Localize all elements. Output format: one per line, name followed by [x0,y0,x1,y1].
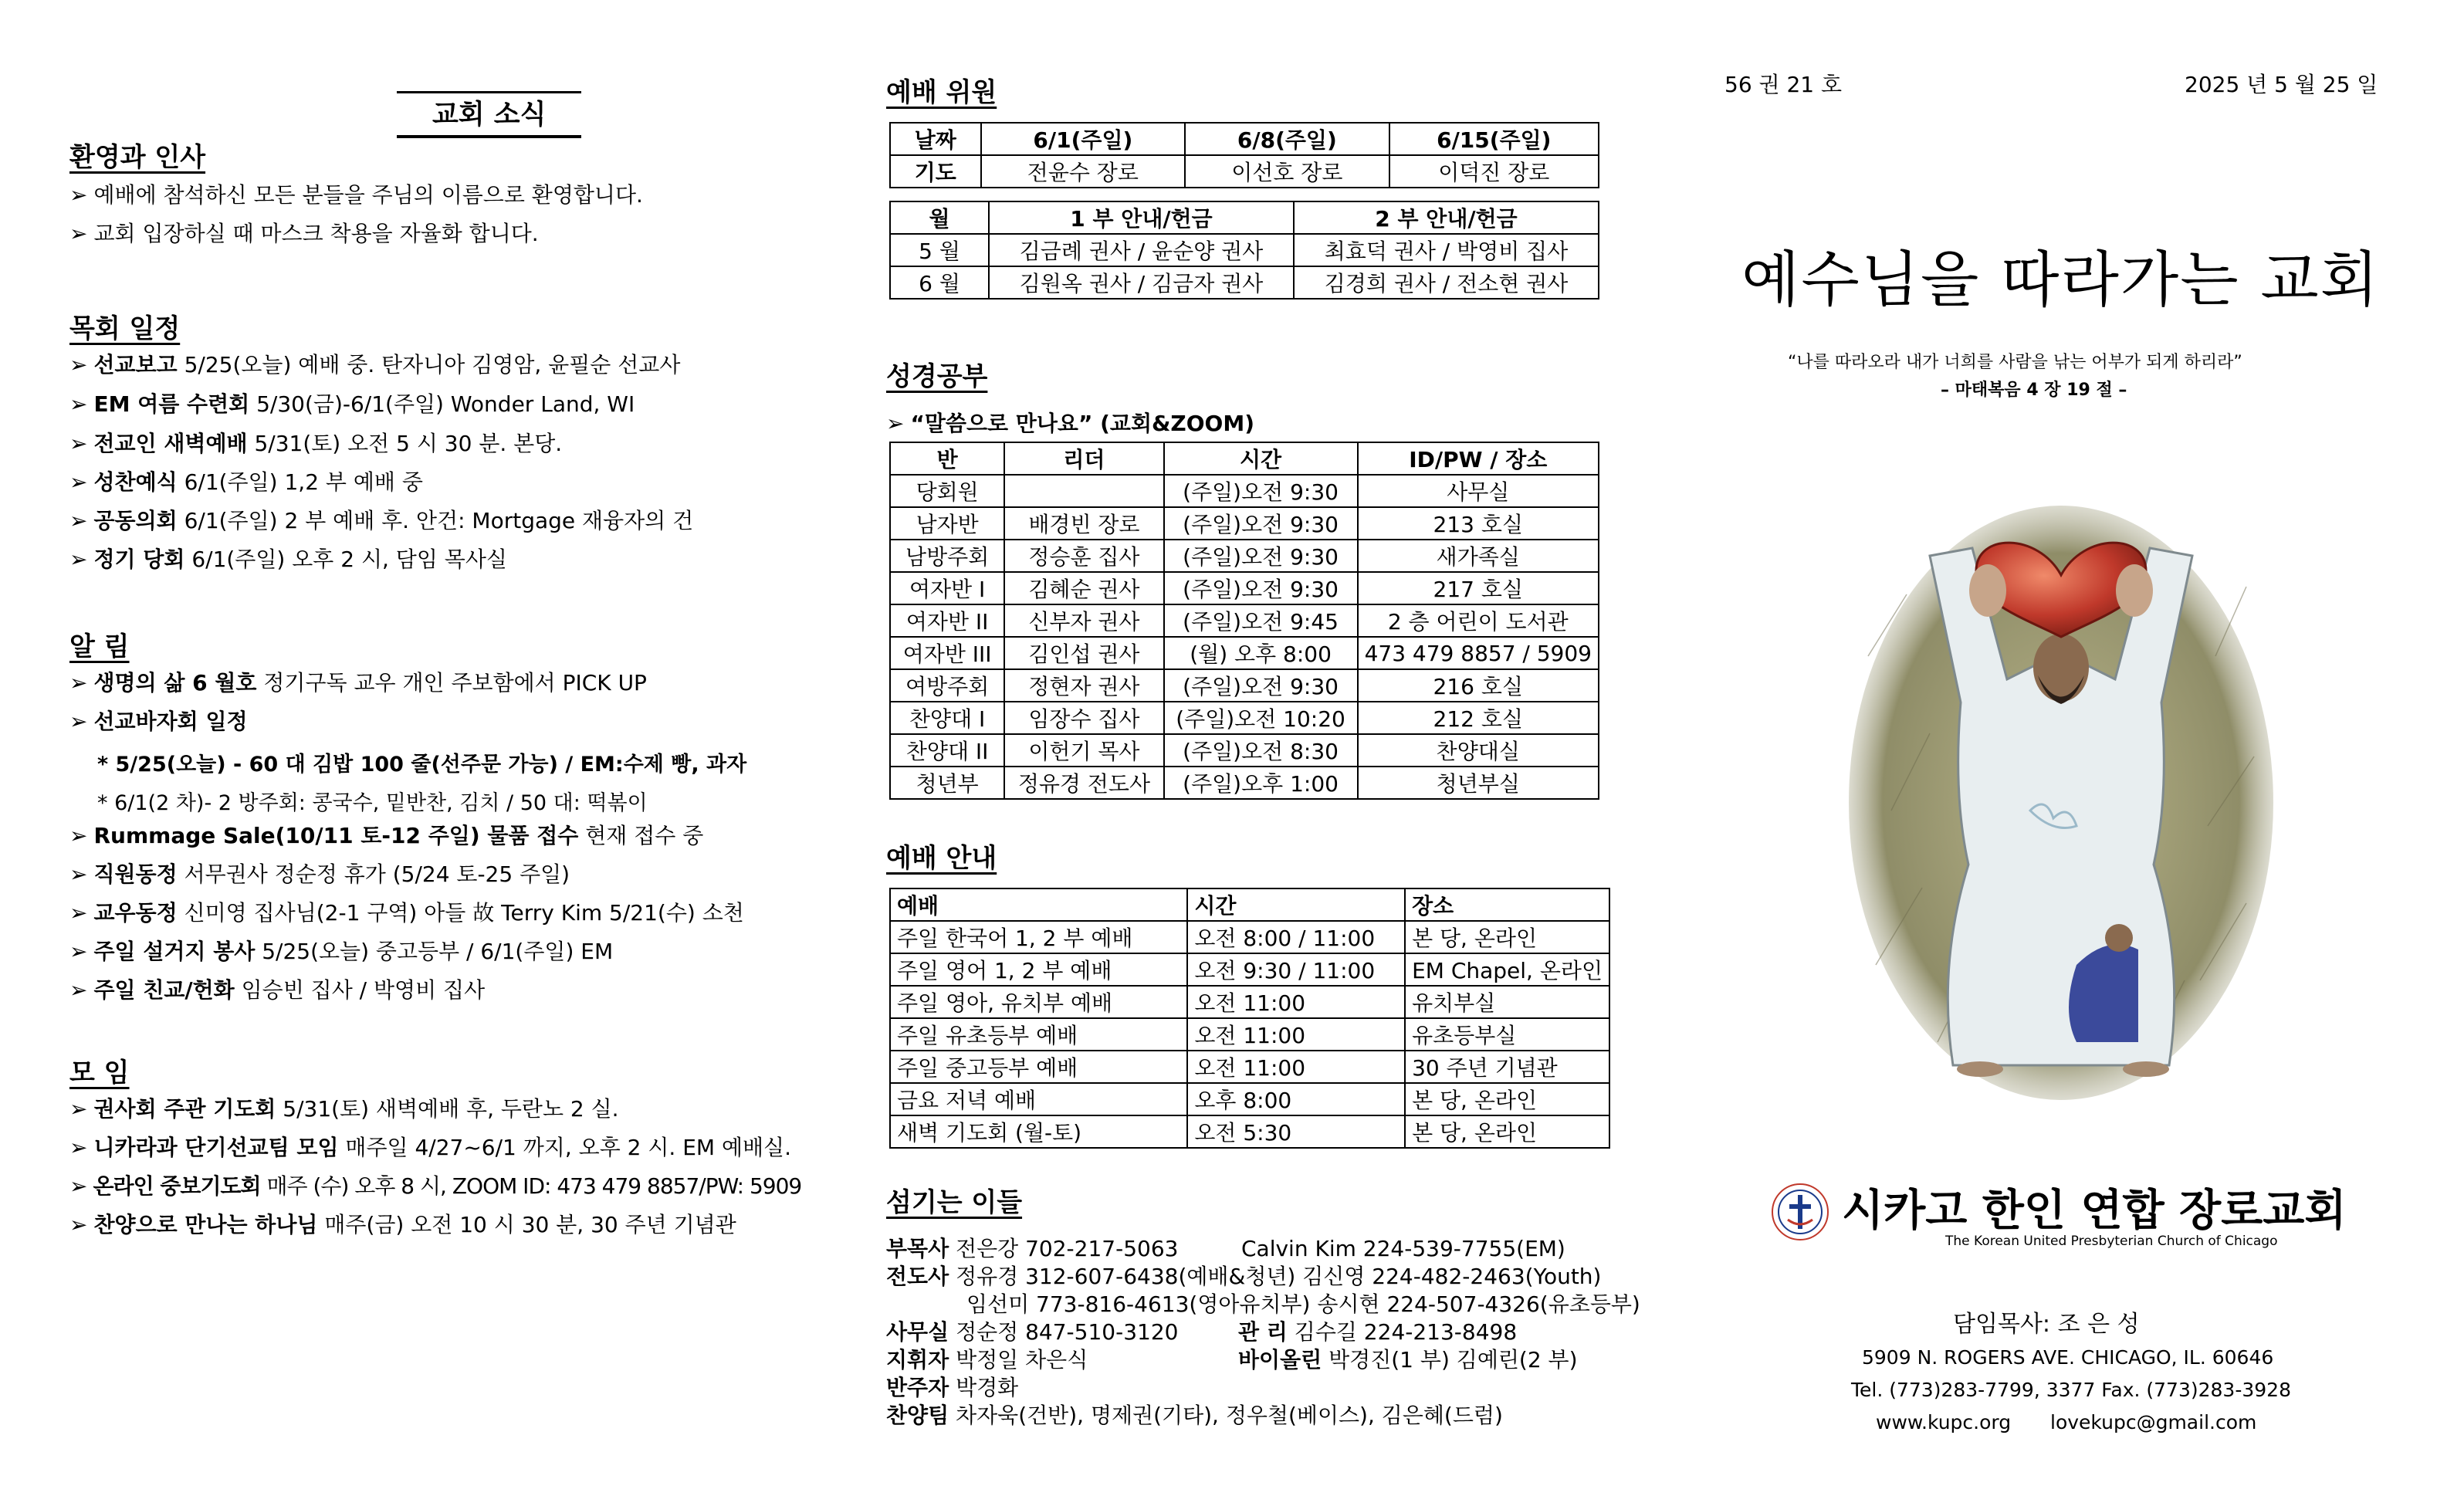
table-cell: 6 월 [890,266,989,299]
table-row [890,1083,1609,1115]
church-name-english: The Korean United Presbyterian Church of Chicago [1945,1234,2278,1249]
table-cell: 새벽 기도회 (월-토) [890,1115,1187,1148]
table-cell: 배경빈 장로 [1004,507,1163,540]
prayer-table [889,122,1599,188]
meeting-item: ➢ 온라인 중보기도회 매주 (수) 오후 8 시, ZOOM ID: 473 479 8857/PW: 5909 [69,1173,802,1199]
meeting-item: ➢ 니카라과 단기선교팀 모임 매주일 4/27~6/1 까지, 오후 2 시. EM 예배실. [69,1135,791,1160]
kneeling-head [2105,924,2133,952]
servant-line: Calvin Kim 224-539-7755(EM) [1241,1236,1565,1261]
bazaar-line-1: * 5/25(오늘) - 60 대 김밥 100 줄(선주문 가능) / EM:수제 빵, 과자 [97,753,747,777]
face [2033,634,2089,702]
table-cell: 시간 [1164,442,1358,475]
schedule-item: ➢ 선교보고 5/25(오늘) 예배 중. 탄자니아 김영암, 윤필순 선교사 [69,352,681,377]
meeting-item: ➢ 찬양으로 만나는 하나님 매주(금) 오전 10 시 30 분, 30 주년 기념관 [69,1212,736,1237]
table-header: 날짜 [890,123,981,155]
right-hand [2116,564,2153,617]
table-cell: 오전 5:30 [1187,1115,1405,1148]
table-cell: 예배 [890,888,1187,921]
table-cell: (주일)오전 9:30 [1164,540,1358,572]
table-cell: 김원옥 권사 / 김금자 권사 [989,266,1294,299]
bible-study-heading: 성경공부 [886,361,988,392]
table-cell: 사무실 [1358,475,1599,507]
worship-guide-heading: 예배 안내 [886,843,997,874]
table-cell: 정현자 권사 [1004,669,1163,702]
table-cell: 전윤수 장로 [981,155,1185,188]
website-link[interactable]: www.kupc.org [1876,1411,2012,1433]
table-cell: 신부자 권사 [1004,604,1163,637]
left-hand [1969,564,2006,617]
notice-item: ➢ 직원동정 서무권사 정순정 휴가 (5/24 토-25 주일) [69,861,570,887]
table-cell: 임장수 집사 [1004,702,1163,734]
table-cell: (주일)오전 9:45 [1164,604,1358,637]
table-cell: 오전 11:00 [1187,986,1405,1018]
table-cell: 주일 유초등부 예배 [890,1018,1187,1051]
table-cell: 213 호실 [1358,507,1599,540]
notice-item: ➢ 주일 설거지 봉사 5/25(오늘) 중고등부 / 6/1(주일) EM [69,939,614,964]
table-cell: (주일)오전 10:20 [1164,702,1358,734]
email-link[interactable]: lovekupc@gmail.com [2050,1411,2257,1433]
table-cell: 오전 11:00 [1187,1051,1405,1083]
table-cell: (주일)오전 8:30 [1164,734,1358,767]
servant-line: 찬양팀 차자욱(건반), 명제권(기타), 정우철(베이스), 김은혜(드럼) [886,1403,1503,1428]
table-cell: 본 당, 온라인 [1405,1083,1609,1115]
schedule-item: ➢ 전교인 새벽예배 5/31(토) 오전 5 시 30 분. 본당. [69,431,563,456]
table-cell: 2 층 어린이 도서관 [1358,604,1599,637]
table-cell: (주일)오전 9:30 [1164,475,1358,507]
table-cell: EM Chapel, 온라인 [1405,953,1609,986]
table-row [890,1051,1609,1083]
servant-line: 전도사 정유경 312-607-6438(예배&청년) 김신영 224-482-2463(Youth) [886,1264,1602,1289]
table-cell: (월) 오후 8:00 [1164,637,1358,669]
phone-fax: Tel. (773)283-7799, 3377 Fax. (773)283-3928 [1851,1379,2291,1401]
table-cell: 금요 저녁 예배 [890,1083,1187,1115]
notice-heading: 알 림 [69,631,130,662]
servant-line: 반주자 박경화 [886,1375,1019,1400]
welcome-item: ➢ 교회 입장하실 때 마스크 착용을 자율화 합니다. [69,221,539,246]
table-cell: 남방주회 [890,540,1004,572]
servant-line: 임선미 773-816-4613(영아유치부) 송시현 224-507-4326(유초등부) [966,1291,1640,1317]
table-cell: 오전 8:00 / 11:00 [1187,921,1405,953]
servant-line: 관 리 김수길 224-213-8498 [1238,1319,1518,1345]
table-cell: 217 호실 [1358,572,1599,604]
table-cell: 여자반 I [890,572,1004,604]
issue-date: 2025 년 5 월 25 일 [2185,72,2378,97]
table-cell: 이헌기 목사 [1004,734,1163,767]
table-cell: 이선호 장로 [1185,155,1389,188]
table-cell: 김경희 권사 / 전소현 권사 [1294,266,1599,299]
table-row [890,572,1599,604]
table-row [890,604,1599,637]
meeting-item: ➢ 권사회 주관 기도회 5/31(토) 새벽예배 후, 두란노 2 실. [69,1096,619,1122]
table-cell: 여방주회 [890,669,1004,702]
table-row [890,953,1609,986]
verse: “나를 따라오라 내가 너희를 사람을 낚는 어부가 되게 하리라” [1788,353,2242,372]
table-cell: 30 주년 기념관 [1405,1051,1609,1083]
worship-guide-table [889,888,1610,1149]
table-cell: 정유경 전도사 [1004,767,1163,799]
table-header: 1 부 안내/헌금 [989,201,1294,234]
table-cell: 남자반 [890,507,1004,540]
servant-line: 부목사 전은강 702-217-5063 [886,1236,1179,1261]
table-header: 6/1(주일) [981,123,1185,155]
senior-pastor: 담임목사: 조 은 성 [1953,1311,2140,1338]
table-cell: 오전 9:30 / 11:00 [1187,953,1405,986]
usher-table [889,201,1599,300]
table-cell: 212 호실 [1358,702,1599,734]
table-cell: 오전 11:00 [1187,1018,1405,1051]
table-cell: 김인섭 권사 [1004,637,1163,669]
volume-number: 56 권 21 호 [1724,72,1843,97]
table-cell: 김금례 권사 / 윤순양 권사 [989,234,1294,266]
table-cell: 주일 중고등부 예배 [890,1051,1187,1083]
table-cell: 리더 [1004,442,1163,475]
table-header: 2 부 안내/헌금 [1294,201,1599,234]
table-cell: 유초등부실 [1405,1018,1609,1051]
table-cell: ID/PW / 장소 [1358,442,1599,475]
table-cell: 당회원 [890,475,1004,507]
table-cell: 김혜순 권사 [1004,572,1163,604]
schedule-item: ➢ 공동의회 6/1(주일) 2 부 예배 후. 안건: Mortgage 재융자의 건 [69,508,694,533]
table-cell: 새가족실 [1358,540,1599,572]
table-cell: 본 당, 온라인 [1405,921,1609,953]
welcome-item: ➢ 예배에 참석하신 모든 분들을 주님의 이름으로 환영합니다. [69,182,643,208]
church-name-korean: 시카고 한인 연합 장로교회 [1842,1186,2347,1236]
address: 5909 N. ROGERS AVE. CHICAGO, IL. 60646 [1862,1346,2274,1369]
notice-item: ➢ 주일 친교/헌화 임승빈 집사 / 박영비 집사 [69,977,486,1003]
table-cell: 이덕진 장로 [1389,155,1599,188]
table-cell: 찬양대 I [890,702,1004,734]
table-cell: 청년부 [890,767,1004,799]
table-row [890,1018,1609,1051]
table-row [890,475,1599,507]
table-header: 월 [890,201,989,234]
worship-committee-heading: 예배 위원 [886,77,997,108]
table-cell: 청년부실 [1358,767,1599,799]
table-row [890,637,1599,669]
table-row [890,540,1599,572]
table-row [890,986,1609,1018]
table-cell: 유치부실 [1405,986,1609,1018]
table-cell: 찬양대실 [1358,734,1599,767]
schedule-item: ➢ EM 여름 수련회 5/30(금)-6/1(주일) Wonder Land, WI [69,391,635,417]
table-cell: (주일)오전 9:30 [1164,669,1358,702]
church-seal-icon [1769,1181,1831,1243]
bible-study-sub: ➢ “말씀으로 만나요” (교회&ZOOM) [886,411,1254,436]
servant-line: 지휘자 박정일 차은식 [886,1347,1088,1372]
verse-reference: – 마태복음 4 장 19 절 – [1941,381,2127,400]
table-cell: 시간 [1187,888,1405,921]
table-row [890,1115,1609,1148]
table-cell: 장소 [1405,888,1609,921]
table-cell: 정승훈 집사 [1004,540,1163,572]
notice-item: ➢ Rummage Sale(10/11 토-12 주일) 물품 접수 현재 접수 중 [69,823,704,848]
table-cell: 기도 [890,155,981,188]
table-cell: 주일 한국어 1, 2 부 예배 [890,921,1187,953]
table-cell [1004,475,1163,507]
church-motto: 예수님을 따라가는 교회 [1741,245,2381,315]
table-row [890,507,1599,540]
table-cell: 최효덕 권사 / 박영비 집사 [1294,234,1599,266]
table-row [890,234,1599,266]
table-cell: (주일)오전 9:30 [1164,572,1358,604]
table-row [890,921,1609,953]
bazaar-line-2: * 6/1(2 차)- 2 방주회: 콩국수, 밑반찬, 김치 / 50 대: 떡볶이 [97,791,648,815]
table-row [890,266,1599,299]
schedule-heading: 목회 일정 [69,313,181,344]
bible-study-table [889,442,1599,800]
table-cell: (주일)오전 9:30 [1164,507,1358,540]
notice-item: ➢ 선교바자회 일정 [69,709,248,734]
table-row [890,734,1599,767]
table-row [890,767,1599,799]
welcome-heading: 환영과 인사 [69,142,206,173]
table-cell: 216 호실 [1358,669,1599,702]
table-cell: 주일 영아, 유치부 예배 [890,986,1187,1018]
table-header: 6/15(주일) [1389,123,1599,155]
table-cell: 여자반 III [890,637,1004,669]
meeting-heading: 모 임 [69,1058,130,1088]
foot [1957,1061,2003,1077]
table-cell: 반 [890,442,1004,475]
table-cell: 오후 8:00 [1187,1083,1405,1115]
jesus-holding-heart-illustration [1845,502,2277,1104]
table-cell: (주일)오후 1:00 [1164,767,1358,799]
notice-item: ➢ 교우동정 신미영 집사님(2-1 구역) 아들 故 Terry Kim 5/21(수) 소천 [69,900,744,926]
foot [2123,1061,2169,1077]
table-cell: 473 479 8857 / 5909 [1358,637,1599,669]
table-cell: 본 당, 온라인 [1405,1115,1609,1148]
table-cell: 찬양대 II [890,734,1004,767]
servant-line: 바이올린 박경진(1 부) 김예린(2 부) [1238,1347,1578,1372]
table-row [890,702,1599,734]
schedule-item: ➢ 성찬예식 6/1(주일) 1,2 부 예배 중 [69,469,423,495]
table-cell: 여자반 II [890,604,1004,637]
table-row [890,669,1599,702]
servant-line: 사무실 정순정 847-510-3120 [886,1319,1179,1345]
notice-item: ➢ 생명의 삶 6 월호 정기구독 교우 개인 주보함에서 PICK UP [69,670,647,696]
schedule-item: ➢ 정기 당회 6/1(주일) 오후 2 시, 담임 목사실 [69,547,507,572]
table-cell: 주일 영어 1, 2 부 예배 [890,953,1187,986]
table-cell: 5 월 [890,234,989,266]
servants-heading: 섬기는 이들 [886,1187,1023,1218]
table-header: 6/8(주일) [1185,123,1389,155]
church-news-title: 교회 소식 [397,91,581,138]
